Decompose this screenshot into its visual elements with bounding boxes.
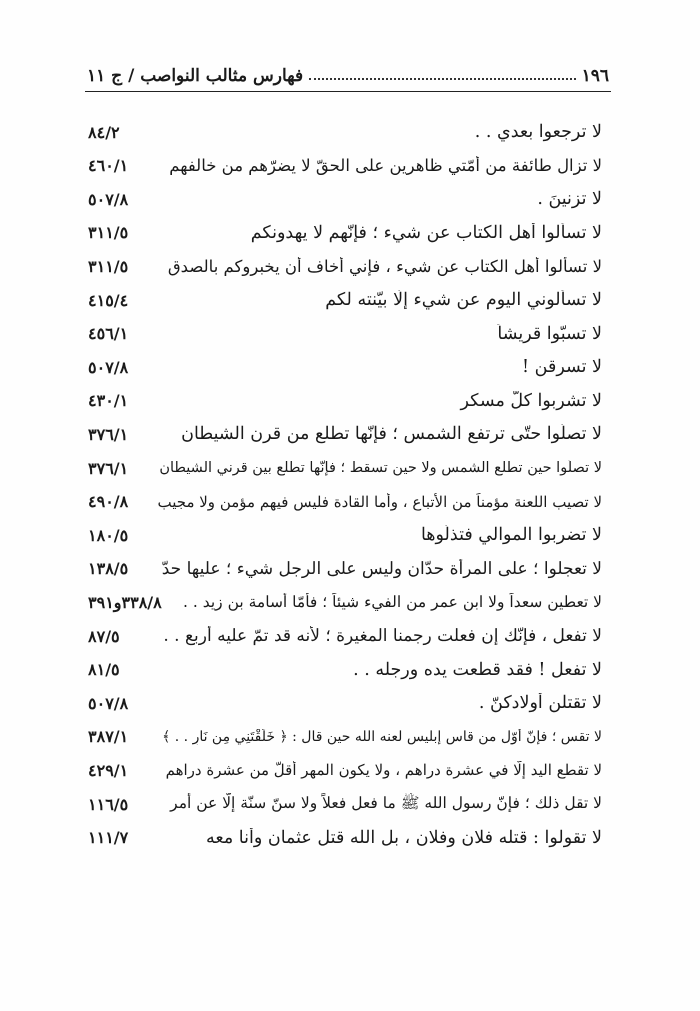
entry-text: لا تسألوا أهل الكتاب عن شيء ، فإني أخاف أن يخبروكم بالصدق xyxy=(167,256,602,276)
entry-reference: ٤٩٠/٨ xyxy=(88,492,129,512)
entry-reference: ٤٥٦/١ xyxy=(88,324,129,344)
index-entry xyxy=(88,586,602,618)
entry-text: لا تصلّوا حتّى ترتفع الشمس ؛ فإنّها تطلع من قرن الشيطان xyxy=(181,424,602,445)
entry-reference: ١٨٠/٥ xyxy=(88,525,129,545)
index-entry xyxy=(88,553,602,585)
entry-reference: ٥٠٧/٨ xyxy=(88,693,129,713)
entry-reference: ٤١٥/٤ xyxy=(88,290,129,310)
entry-text: لا تضربوا الموالي فتذلّوها xyxy=(420,525,602,546)
index-entry xyxy=(88,284,602,316)
index-entry xyxy=(88,754,602,786)
entry-reference: ١١٦/٥ xyxy=(88,794,129,814)
entry-text: لا تقطع اليد إلّا في عشرة دراهم ، ولا يكون المهر أقلّ من عشرة دراهم xyxy=(165,761,602,780)
entry-text: لا تشربوا كلّ مسكر xyxy=(460,390,602,411)
index-entry xyxy=(88,519,602,551)
entry-text: لا تقل ذلك ؛ فإنّ رسول الله ﷺ ما فعل فعلاً ولا سنّ سنّة إلّا عن أمر xyxy=(170,793,602,812)
entry-text: لا تعطين سعداً ولا ابن عمر من الفيء شيئاً ؛ فأمّا أُسامة بن زيد . . xyxy=(183,593,602,612)
entry-text: لا تعجلوا ؛ على المرأة حدّان وليس على الرجل شيء ؛ عليها حدّ xyxy=(161,558,602,579)
entry-reference: ٨٧/٥ xyxy=(88,626,120,646)
entry-text: لا تقولوا : قتله فلان وفلان ، بل الله قتل عثمان وأنا معه xyxy=(206,827,602,848)
entry-reference: ٣٣٨/٨و٣٩١ xyxy=(88,592,162,612)
entry-reference: ٤٦٠/١ xyxy=(88,156,129,176)
index-entry xyxy=(88,486,602,518)
entry-reference: ٣٧٦/١ xyxy=(88,458,129,478)
entry-reference: ٨١/٥ xyxy=(88,660,120,680)
entry-text: لا تفعل ! فقد قطعت يده ورجله . . xyxy=(353,659,602,680)
entry-text: لا تزال طائفة من أُمّتي ظاهرين على الحقّ لا يضرّهم من خالفهم xyxy=(169,156,602,176)
entry-text: لا تقتلن أولادكنّ . xyxy=(478,693,602,714)
index-entry xyxy=(88,150,602,182)
entry-text: لا تصلّوا حين تطلع الشمس ولا حين تسقط ؛ فإنّها تطلع بين قرني الشيطان xyxy=(159,460,602,476)
entry-reference: ٤٢٩/١ xyxy=(88,760,129,780)
index-entry xyxy=(88,654,602,686)
entry-reference: ٤٣٠/١ xyxy=(88,391,129,411)
entry-reference: ٥٠٧/٨ xyxy=(88,357,129,377)
index-entry xyxy=(88,620,602,652)
entry-text: لا تقس ؛ فإنّ أوّل من قاس إبليس لعنه الله حين قال : ﴿ خَلَقْتَنِي مِن نَارٍ . . ﴾ xyxy=(162,728,602,745)
index-entry xyxy=(88,318,602,350)
index-entry xyxy=(88,385,602,417)
index-entry xyxy=(88,687,602,719)
entry-text: لا تصيب اللعنة مؤمناً من الأتباع ، وأما القادة فليس فيهم مؤمن ولا مجيب xyxy=(158,492,602,511)
index-entry xyxy=(88,351,602,383)
index-entry xyxy=(88,217,602,249)
entry-reference: ٣٧٦/١ xyxy=(88,424,129,444)
entry-reference: ١٣٨/٥ xyxy=(88,559,129,579)
entry-text: لا تسألوا أهل الكتاب عن شيء ؛ فإنّهم لا يهدونكم xyxy=(250,222,602,243)
index-entry xyxy=(88,822,602,854)
header-title: فهارس مثالب النواصب / ج ١١ xyxy=(87,66,304,86)
entry-reference: ٨٤/٢ xyxy=(88,122,120,142)
entry-text: لا ترجعوا بعدي . . xyxy=(474,122,602,142)
index-entry xyxy=(88,116,602,148)
page-number: ١٩٦ xyxy=(581,66,609,86)
entry-text: لا تزنينَ . xyxy=(537,189,602,210)
entry-reference: ٣٨٧/١ xyxy=(88,727,129,747)
entry-text: لا تفعل ، فإنّك إن فعلت رجمنا المغيرة ؛ لأنه قد تمّ عليه أربع . . xyxy=(163,626,602,646)
entry-reference: ٣١١/٥ xyxy=(88,223,129,243)
index-entry xyxy=(88,721,602,753)
index-entry xyxy=(88,183,602,215)
entry-text: لا تسبّوا قريشاً xyxy=(497,323,602,344)
entry-text: لا تسألوني اليوم عن شيء إلّا بيّنته لكم xyxy=(325,290,602,310)
entry-reference: ٥٠٧/٨ xyxy=(88,189,129,209)
entry-reference: ٣١١/٥ xyxy=(88,256,129,276)
entry-reference: ١١١/٧ xyxy=(88,828,129,848)
index-entry xyxy=(88,250,602,282)
entry-text: لا تسرقن ! xyxy=(522,357,602,378)
index-entry xyxy=(88,452,602,484)
index-entry xyxy=(88,418,602,450)
index-entry xyxy=(88,788,602,820)
